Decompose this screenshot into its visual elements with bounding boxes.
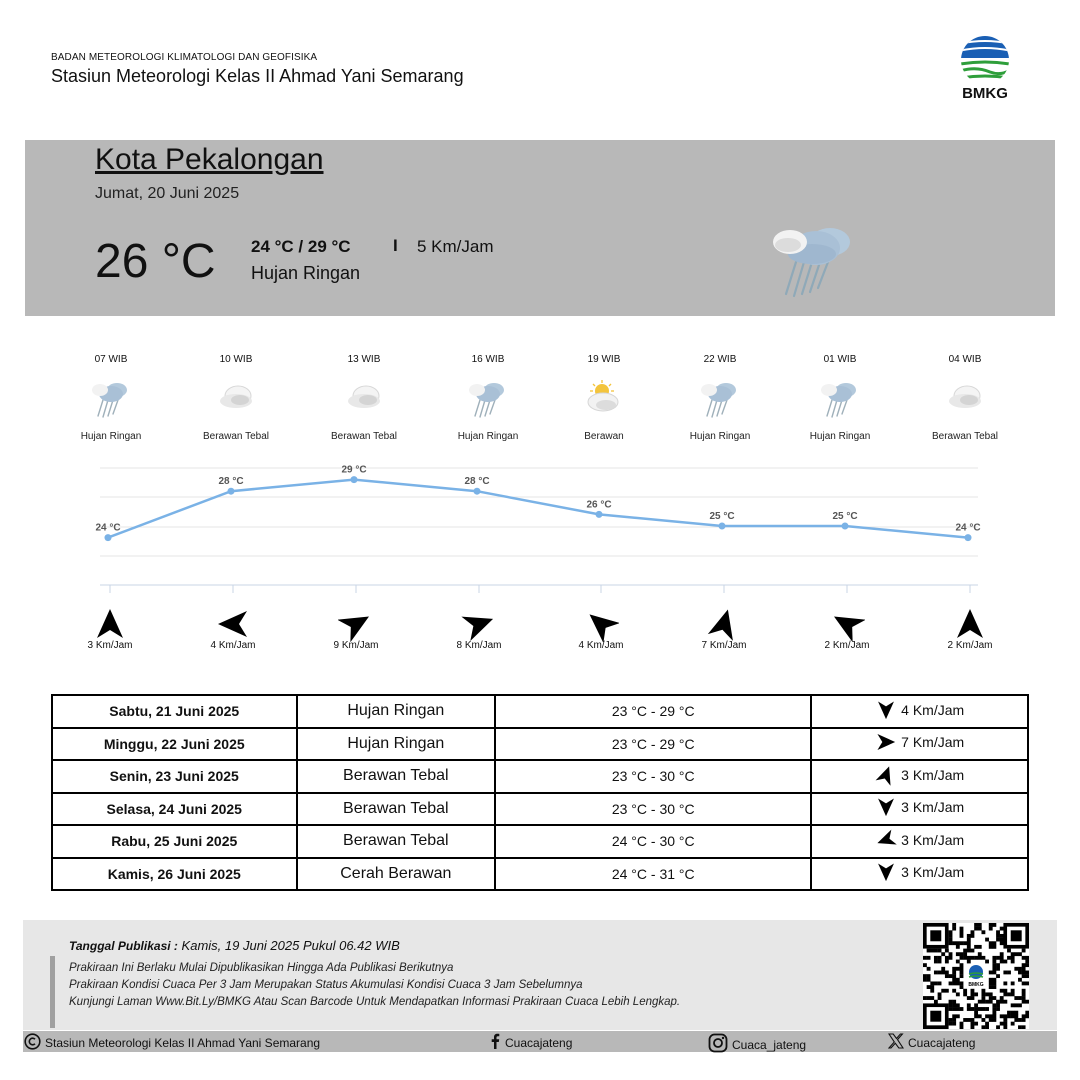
note-validity: Prakiraan Ini Berlaku Mulai Dipublikasikan Hingga Ada Publikasi Berikutnya [69,962,454,974]
daily-day: Sabtu, 21 Juni 2025 [52,695,297,728]
daily-day: Kamis, 26 Juni 2025 [52,858,297,891]
daily-day: Selasa, 24 Juni 2025 [52,793,297,826]
daily-row [52,695,1028,728]
instagram-handle: Cuaca_jateng [732,1037,807,1052]
temperature-point [842,523,849,530]
temperature-label: 26 °C [586,499,612,511]
current-wind: 5 Km/Jam [417,237,494,256]
daily-forecast-table [51,694,1029,891]
copyright-text: Stasiun Meteorologi Kelas II Ahmad Yani Semarang [45,1036,321,1050]
temperature-point [719,523,726,530]
temperature-label: 28 °C [218,476,244,488]
daily-temperature-range: 23 °C - 29 °C [495,728,811,761]
daily-day: Rabu, 25 Juni 2025 [52,825,297,858]
instagram-link[interactable] [708,1033,806,1056]
wind-direction-arrow-icon [875,829,897,851]
hour-condition: Berawan Tebal [932,431,998,442]
station-name: Stasiun Meteorologi Kelas II Ahmad Yani Semarang [51,66,464,86]
copyright-icon [24,1033,41,1053]
daily-wind [811,695,1028,728]
publication-date: Kamis, 19 Juni 2025 Pukul 06.42 WIB [181,938,400,953]
separator: I [393,236,398,255]
qr-code[interactable] [923,923,1029,1029]
daily-condition: Berawan Tebal [297,760,496,793]
hour-condition: Berawan Tebal [331,431,397,442]
daily-row [52,728,1028,761]
cloud-rain-icon [818,378,862,418]
instagram-icon [708,1033,728,1056]
footer-accent-bar [50,956,55,1028]
hour-time: 19 WIB [587,354,621,365]
hour-condition: Berawan [584,431,624,442]
hour-time: 01 WIB [823,354,857,365]
daily-wind-speed: 7 Km/Jam [901,734,965,751]
logo-text: BMKG [962,85,1008,102]
hour-wind-speed: 2 Km/Jam [947,640,993,651]
temperature-label: 24 °C [95,522,121,534]
temperature-label: 28 °C [464,476,490,488]
hour-condition: Hujan Ringan [809,431,871,442]
hour-time: 16 WIB [471,354,505,365]
daily-condition: Hujan Ringan [297,695,496,728]
daily-wind [811,728,1028,761]
daily-wind-speed: 3 Km/Jam [901,799,965,816]
temperature-point [474,488,481,495]
hour-wind-speed: 8 Km/Jam [456,640,502,651]
hour-condition: Hujan Ringan [80,431,142,442]
bmkg-logo [956,34,1014,104]
wind-direction-arrow-icon [706,606,742,642]
temperature-label: 29 °C [341,464,367,476]
daily-wind-speed: 3 Km/Jam [901,831,965,848]
publication-line [69,938,400,953]
wind-direction-arrow-icon [338,606,374,642]
daily-day: Senin, 23 Juni 2025 [52,760,297,793]
note-accumulation: Prakiraan Kondisi Cuaca Per 3 Jam Merupakan Status Akumulasi Kondisi Cuaca 3 Jam Sebelumnya [69,979,583,991]
footer-panel [23,920,1057,1030]
cloud-icon [342,378,386,418]
x-handle: Cuacajateng [908,1035,976,1050]
hour-condition: Berawan Tebal [203,431,269,442]
daily-wind [811,858,1028,891]
daily-condition: Berawan Tebal [297,825,496,858]
hour-time: 13 WIB [347,354,381,365]
daily-wind [811,793,1028,826]
daily-temperature-range: 23 °C - 30 °C [495,793,811,826]
hour-wind-speed: 4 Km/Jam [210,640,256,651]
temperature-series-line [108,480,968,538]
daily-wind-speed: 3 Km/Jam [901,864,965,881]
hour-condition: Hujan Ringan [457,431,519,442]
wind-direction-arrow-icon [92,606,128,642]
facebook-link[interactable] [489,1033,572,1052]
partly-cloudy-icon [582,378,626,418]
temperature-label: 25 °C [832,511,858,522]
wind-direction-arrow-icon [952,606,988,642]
note-website: Kunjungi Laman Www.Bit.Ly/BMKG Atau Scan Barcode Untuk Mendapatkan Informasi Prakiraan Cuaca Lebih Lengkap. [69,996,681,1008]
daily-wind [811,825,1028,858]
temperature-label: 24 °C [955,522,981,534]
svg-text:BMKG: BMKG [968,982,984,988]
temperature-point [105,534,112,541]
hour-wind-speed: 3 Km/Jam [87,640,133,651]
city-name: Kota Pekalongan [95,143,324,176]
daily-temperature-range: 23 °C - 30 °C [495,760,811,793]
daily-temperature-range: 24 °C - 31 °C [495,858,811,891]
hour-wind-speed: 4 Km/Jam [578,640,624,651]
cloud-rain-icon [89,378,133,418]
daily-temperature-range: 24 °C - 30 °C [495,825,811,858]
x-icon [888,1033,904,1052]
wind-direction-arrow-icon [875,796,897,818]
cloud-rain-icon [698,378,742,418]
current-date: Jumat, 20 Juni 2025 [95,185,240,202]
hour-wind-speed: 7 Km/Jam [701,640,747,651]
daily-row [52,858,1028,891]
daily-condition: Berawan Tebal [297,793,496,826]
daily-wind [811,760,1028,793]
hour-time: 22 WIB [703,354,737,365]
cloud-icon [214,378,258,418]
daily-wind-speed: 4 Km/Jam [901,701,965,718]
wind-direction-arrow-icon [461,606,497,642]
cloud-rain-icon [466,378,510,418]
temperature-chart [0,455,1080,595]
publication-label: Tanggal Publikasi : [69,939,178,953]
temperature-point [351,476,358,483]
hour-time: 10 WIB [219,354,253,365]
current-temperature: 26 °C [95,235,216,288]
daily-day: Minggu, 22 Juni 2025 [52,728,297,761]
org-name: BADAN METEOROLOGI KLIMATOLOGI DAN GEOFISIKA [51,52,318,63]
wind-direction-arrow-icon [875,861,897,883]
cloud-rain-icon [768,218,858,300]
hour-time: 04 WIB [948,354,982,365]
wind-direction-arrow-icon [875,731,897,753]
x-link[interactable] [888,1033,975,1052]
daily-condition: Cerah Berawan [297,858,496,891]
hour-condition: Hujan Ringan [689,431,751,442]
daily-row [52,760,1028,793]
wind-direction-arrow-icon [875,764,897,786]
wind-direction-arrow-icon [583,606,619,642]
hour-wind-speed: 2 Km/Jam [824,640,870,651]
daily-temperature-range: 23 °C - 29 °C [495,695,811,728]
temperature-point [596,511,603,518]
temperature-range: 24 °C / 29 °C [251,237,351,256]
daily-condition: Hujan Ringan [297,728,496,761]
wind-direction-arrow-icon [215,606,251,642]
cloud-icon [943,378,987,418]
temperature-point [965,534,972,541]
temperature-label: 25 °C [709,511,735,522]
copyright [24,1033,320,1053]
daily-row [52,793,1028,826]
hour-time: 07 WIB [94,354,128,365]
hour-wind-speed: 9 Km/Jam [333,640,379,651]
temperature-point [228,488,235,495]
daily-row [52,825,1028,858]
wind-direction-arrow-icon [829,606,865,642]
facebook-icon [489,1033,501,1052]
daily-wind-speed: 3 Km/Jam [901,766,965,783]
wind-direction-arrow-icon [875,699,897,721]
current-condition: Hujan Ringan [251,263,361,283]
facebook-handle: Cuacajateng [505,1035,573,1050]
